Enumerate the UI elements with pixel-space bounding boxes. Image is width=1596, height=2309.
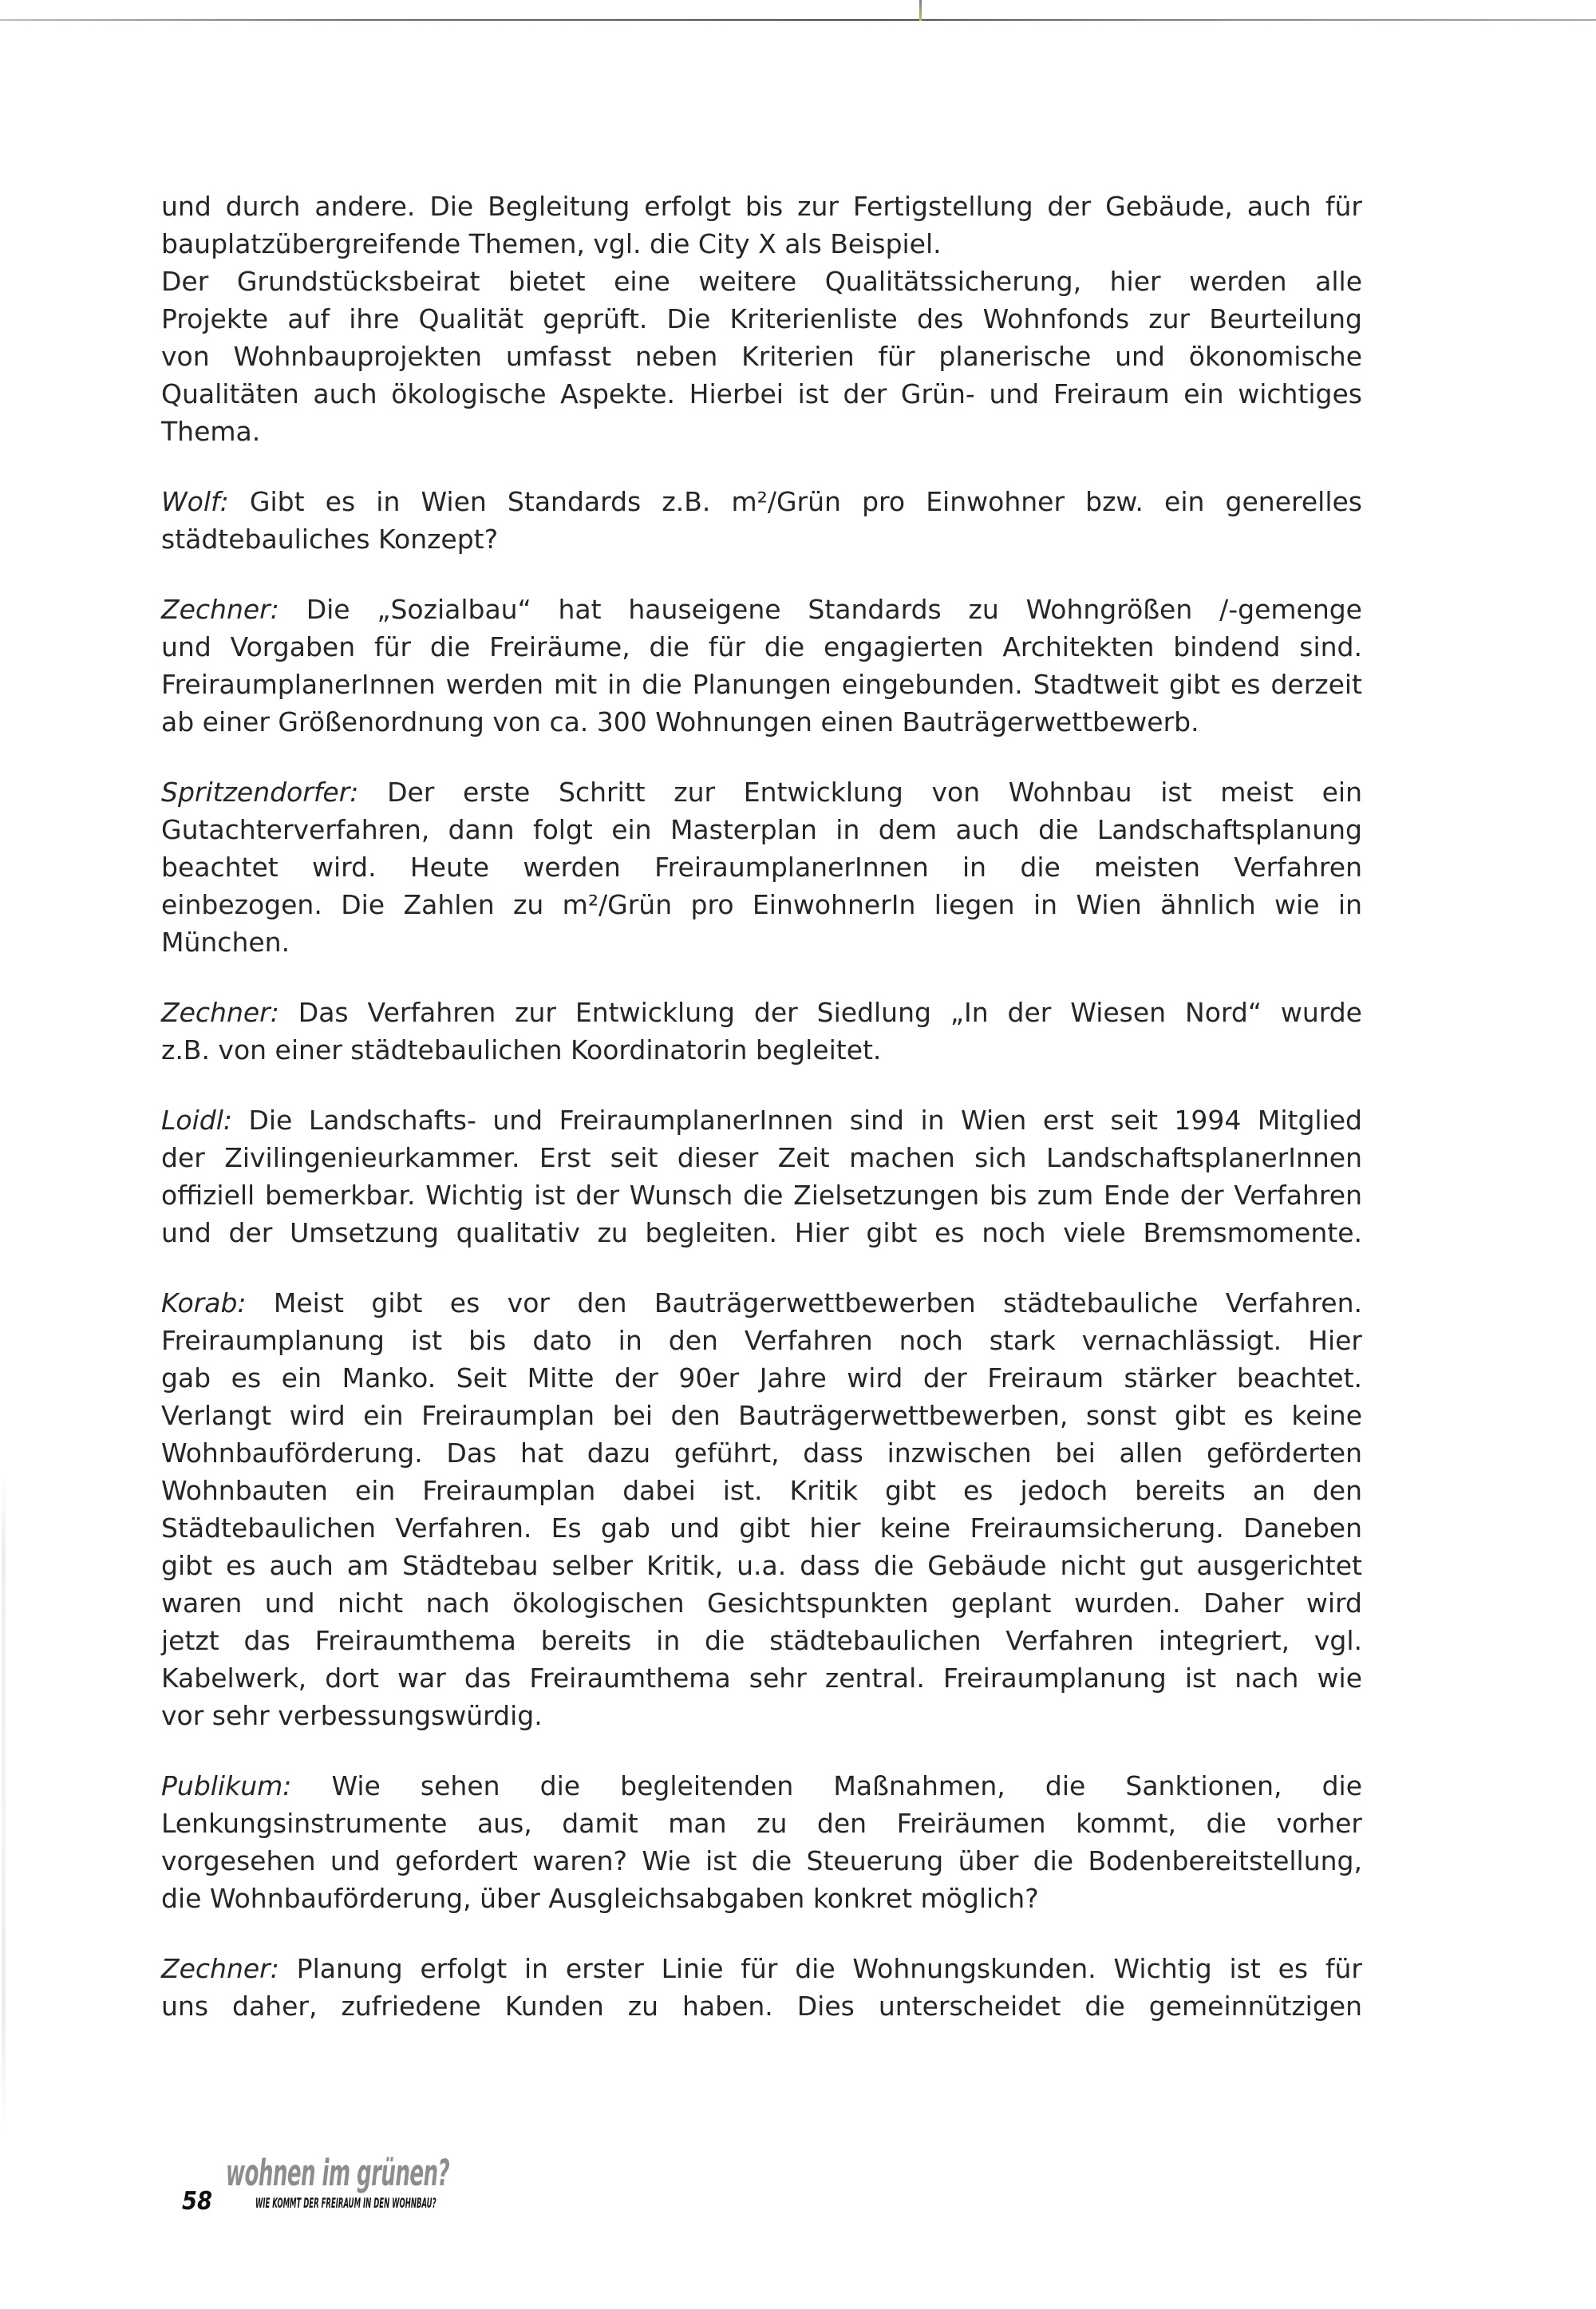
publication-logo-subtitle: WIE KOMMT DER FREIRAUM IN DEN WOHNBAU? (255, 2196, 437, 2212)
scan-artifact-streak (2, 1473, 6, 2135)
text-line: waren und nicht nach ökologischen Gesichtspunkten geplant wurden. Daher wird (161, 1587, 1362, 1619)
text-line: Publikum: Wie sehen die begleitenden Maßnahmen, die Sanktionen, die (161, 1770, 1362, 1801)
speaker-name: Publikum: (161, 1770, 292, 1801)
text-line: der Zivilingenieurkammer. Erst seit dieser Zeit machen sich LandschaftsplanerInnen (161, 1142, 1362, 1173)
text-line: z.B. von einer städtebaulichen Koordinatorin begleitet. (161, 1034, 882, 1066)
text-line: und durch andere. Die Begleitung erfolgt bis zur Fertigstellung der Gebäude, auch für (161, 191, 1362, 222)
text-line: Wohnbauförderung. Das hat dazu geführt, dass inzwischen bei allen geförderten (161, 1437, 1362, 1469)
text-line: Loidl: Die Landschafts- und FreiraumplanerInnen sind in Wien erst seit 1994 Mitglied (161, 1105, 1362, 1136)
paragraph (161, 1284, 1362, 1734)
text-line: FreiraumplanerInnen werden mit in die Planungen eingebunden. Stadtweit gibt es derzeit (161, 669, 1362, 700)
text-line: München. (161, 927, 290, 958)
text-line: Lenkungsinstrumente aus, damit man zu den Freiräumen kommt, die vorher (161, 1808, 1362, 1839)
text-line: die Wohnbauförderung, über Ausgleichsabgaben konkret möglich? (161, 1883, 1039, 1914)
text-line: gab es ein Manko. Seit Mitte der 90er Jahre wird der Freiraum stärker beachtet. (161, 1362, 1362, 1394)
speaker-name: Zechner: (161, 1953, 279, 1984)
text-line: Wohnbauten ein Freiraumplan dabei ist. Kritik gibt es jedoch bereits an den (161, 1475, 1362, 1506)
text-line: ab einer Größenordnung von ca. 300 Wohnungen einen Bauträgerwettbewerb. (161, 706, 1199, 737)
paragraph (161, 994, 1362, 1069)
text-line: beachtet wird. Heute werden FreiraumplanerInnen in die meisten Verfahren (161, 852, 1362, 883)
text-line: Korab: Meist gibt es vor den Bauträgerwettbewerben städtebauliche Verfahren. (161, 1287, 1362, 1319)
text-line: Zechner: Die „Sozialbau“ hat hauseigene Standards zu Wohngrößen /-gemenge (161, 594, 1362, 625)
text-line: Kabelwerk, dort war das Freiraumthema sehr zentral. Freiraumplanung ist nach wie (161, 1663, 1362, 1694)
paragraph (161, 591, 1362, 741)
speaker-name: Wolf: (161, 486, 229, 517)
speaker-name: Korab: (161, 1287, 247, 1319)
paragraph (161, 483, 1362, 558)
text-line: Verlangt wird ein Freiraumplan bei den Bauträgerwettbewerben, sonst gibt es keine (161, 1400, 1362, 1431)
text-line: Spritzendorfer: Der erste Schritt zur Entwicklung von Wohnbau ist meist ein (161, 777, 1362, 808)
text-line: einbezogen. Die Zahlen zu m²/Grün pro EinwohnerIn liegen in Wien ähnlich wie in (161, 889, 1362, 920)
paragraph (161, 773, 1362, 961)
text-line: städtebauliches Konzept? (161, 524, 499, 555)
paragraph (161, 1950, 1362, 2025)
text-line: Städtebaulichen Verfahren. Es gab und gibt hier keine Freiraumsicherung. Daneben (161, 1512, 1362, 1544)
paragraph (161, 1767, 1362, 1917)
page-number: 58 (182, 2187, 212, 2216)
speaker-name: Zechner: (161, 594, 279, 625)
text-line: Projekte auf ihre Qualität geprüft. Die Kriterienliste des Wohnfonds zur Beurteilung (161, 303, 1362, 334)
text-line: offiziell bemerkbar. Wichtig ist der Wunsch die Zielsetzungen bis zum Ende der Verfahren (161, 1180, 1362, 1211)
paragraph (161, 188, 1362, 450)
text-line: Gutachterverfahren, dann folgt ein Masterplan in dem auch die Landschaftsplanung (161, 814, 1362, 845)
text-line: Der Grundstücksbeirat bietet eine weitere Qualitätssicherung, hier werden alle (161, 266, 1362, 297)
text-line: und Vorgaben für die Freiräume, die für die engagierten Architekten bindend sind. (161, 631, 1362, 662)
top-scan-rule (0, 19, 1596, 21)
text-line: Wolf: Gibt es in Wien Standards z.B. m²/Grün pro Einwohner bzw. ein generelles (161, 486, 1362, 517)
text-line: Qualitäten auch ökologische Aspekte. Hierbei ist der Grün- und Freiraum ein wichtiges (161, 378, 1362, 409)
registration-tick (919, 0, 922, 21)
publication-logo-title: wohnen im grünen? (226, 2152, 450, 2194)
text-line: von Wohnbauprojekten umfasst neben Kriterien für planerische und ökonomische (161, 341, 1362, 372)
text-line: und der Umsetzung qualitativ zu begleiten. Hier gibt es noch viele Bremsmomente. (161, 1217, 1362, 1248)
text-line: bauplatzübergreifende Themen, vgl. die City X als Beispiel. (161, 228, 942, 259)
speaker-name: Loidl: (161, 1105, 232, 1136)
article-text (161, 188, 1362, 2058)
speaker-name: Spritzendorfer: (161, 777, 359, 808)
text-line: vor sehr verbessungswürdig. (161, 1700, 543, 1731)
text-line: jetzt das Freiraumthema bereits in die städtebaulichen Verfahren integriert, vgl. (161, 1625, 1362, 1656)
text-line: Thema. (161, 416, 261, 447)
speaker-name: Zechner: (161, 997, 279, 1028)
text-line: Zechner: Das Verfahren zur Entwicklung der Siedlung „In der Wiesen Nord“ wurde (161, 997, 1362, 1028)
text-line: Freiraumplanung ist bis dato in den Verfahren noch stark vernachlässigt. Hier (161, 1325, 1362, 1356)
text-line: Zechner: Planung erfolgt in erster Linie für die Wohnungskunden. Wichtig ist es für (161, 1953, 1362, 1984)
text-line: gibt es auch am Städtebau selber Kritik, u.a. dass die Gebäude nicht gut ausgerichtet (161, 1550, 1362, 1581)
text-line: uns daher, zufriedene Kunden zu haben. Dies unterscheidet die gemeinnützigen (161, 1991, 1362, 2022)
paragraph (161, 1101, 1362, 1251)
text-line: vorgesehen und gefordert waren? Wie ist die Steuerung über die Bodenbereitstellung, (161, 1845, 1362, 1876)
